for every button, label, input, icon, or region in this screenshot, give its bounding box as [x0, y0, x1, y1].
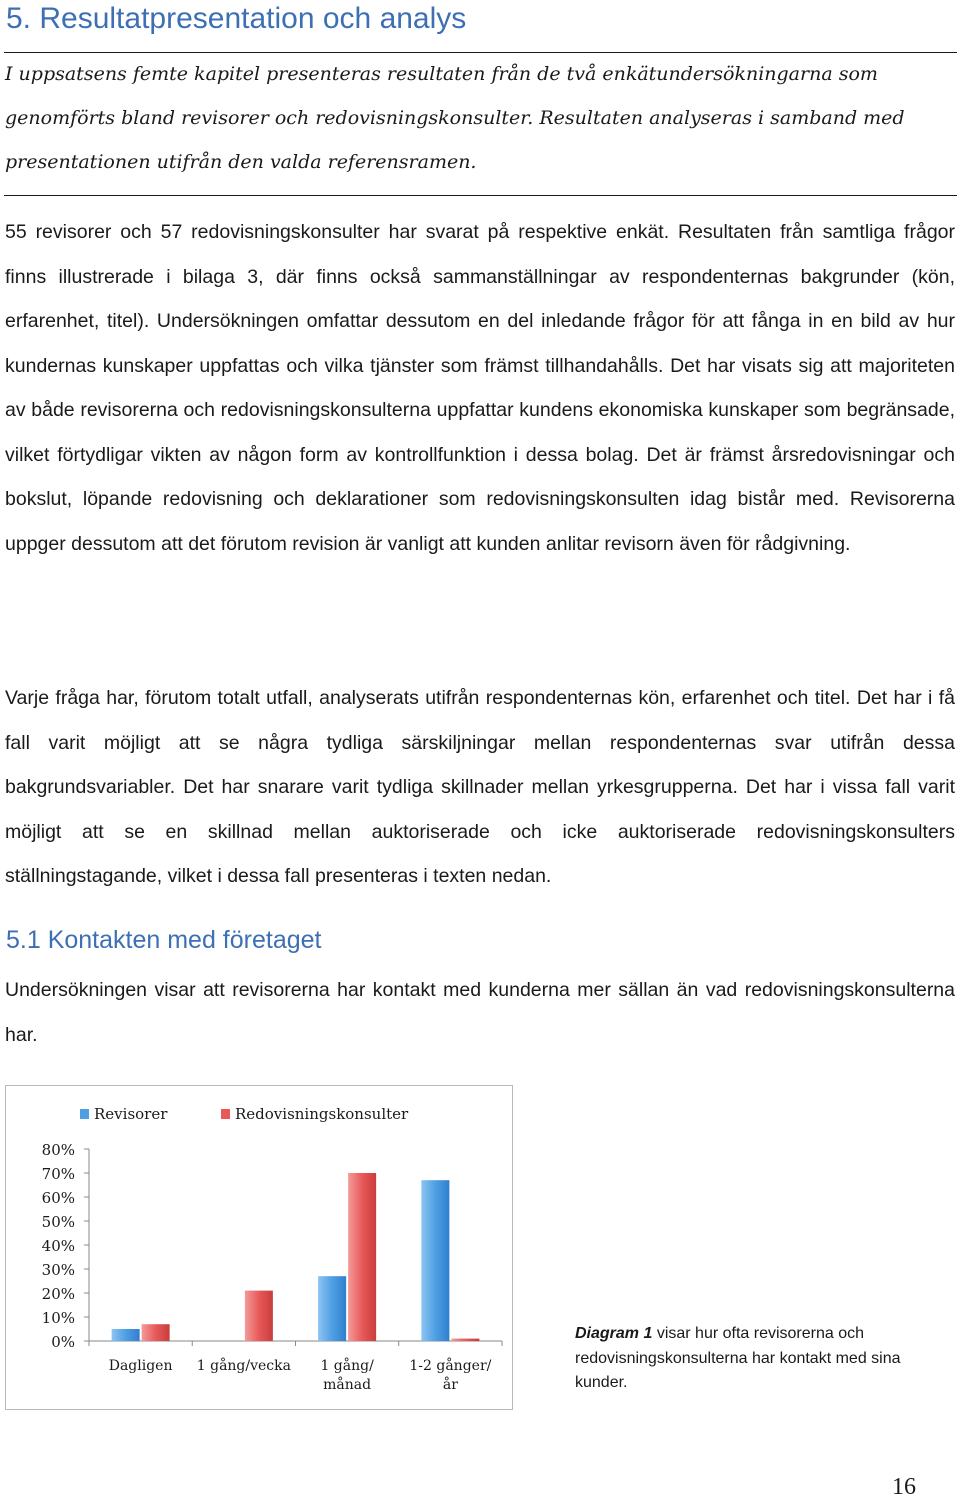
intro-rule [4, 195, 957, 196]
y-tick-label: 30% [41, 1261, 75, 1279]
x-tick-label: månad [323, 1377, 372, 1393]
y-tick-label: 0% [51, 1333, 75, 1351]
chapter-intro: I uppsatsens femte kapitel presenteras resultaten från de två enkätundersökningarna som genomförts bland revisorer och redovisningskonsulter. Resultaten analyseras i samband med presentationen utifrån den valda referensramen. [5, 63, 905, 173]
bar-redovisningskonsulter [348, 1173, 376, 1341]
y-tick-label: 60% [41, 1189, 75, 1207]
x-tick-label: 1 gång/ [320, 1358, 374, 1374]
bar-chart [6, 1086, 514, 1411]
x-tick-label: år [442, 1377, 458, 1393]
legend-swatch [80, 1109, 89, 1119]
legend-swatch [221, 1109, 230, 1119]
section-paragraph: Undersökningen visar att revisorerna har kontakt med kunderna mer sällan än vad redovisningskonsulterna har. [5, 979, 955, 1046]
x-tick-label: Dagligen [108, 1358, 173, 1374]
x-tick-label: 1-2 gånger/ [409, 1358, 492, 1374]
x-tick-label: 1 gång/vecka [196, 1358, 291, 1374]
y-tick-label: 40% [41, 1237, 75, 1255]
section-heading: 5.1 Kontakten med företaget [6, 926, 322, 954]
y-tick-label: 80% [41, 1141, 75, 1159]
bar-revisorer [112, 1329, 140, 1341]
bar-redovisningskonsulter [245, 1291, 273, 1341]
bar-revisorer [421, 1180, 449, 1341]
caption-label: Diagram 1 [575, 1325, 653, 1342]
bar-revisorer [318, 1276, 346, 1341]
bar-redovisningskonsulter [142, 1324, 170, 1341]
y-tick-label: 70% [41, 1165, 75, 1183]
paragraph-2: Varje fråga har, förutom totalt utfall, analyserats utifrån respondenternas kön, erfarenhet och titel. Det har i få fall varit möjligt att se några tydliga särskiljningar mellan respondenternas svar utifrån dessa bakgrundsvariabler. Det har snarare varit tydliga skillnader mellan yrkesgrupperna. Det har i vissa fall varit möjligt att se en skillnad mellan auktoriserade och icke auktoriserade redovisningskonsulters ställningstagande, vilket i dessa fall presenteras i texten nedan. [5, 687, 955, 887]
y-tick-label: 10% [41, 1309, 75, 1327]
caption-text: visar hur ofta revisorerna och redovisningskonsulterna har kontakt med sina kunder. [575, 1325, 901, 1391]
legend-label: Redovisningskonsulter [235, 1105, 409, 1123]
chart-frame [5, 1085, 513, 1410]
y-tick-label: 50% [41, 1213, 75, 1231]
page-number: 16 [892, 1474, 916, 1500]
bar-redovisningskonsulter [451, 1339, 479, 1341]
chart-caption [575, 1322, 955, 1396]
y-tick-label: 20% [41, 1285, 75, 1303]
legend-label: Revisorer [94, 1105, 168, 1123]
chapter-heading: 5. Resultatpresentation och analys [6, 2, 467, 35]
paragraph-1: 55 revisorer och 57 redovisningskonsulter har svarat på respektive enkät. Resultaten från samtliga frågor finns illustrerade i bilaga 3, där finns också sammanställningar av respondenternas bakgrunder (kön, erfarenhet, titel). Undersökningen omfattar dessutom en del inledande frågor för att fånga in en bild av hur kundernas kunskaper uppfattas och vilka tjänster som främst tillhandahålls. Det har visats sig att majoriteten av både revisorerna och redovisningskonsulterna uppfattar kundens ekonomiska kunskaper som begränsade, vilket förtydligar vikten av någon form av kontrollfunktion i dessa bolag. Det är främst årsredovisningar och bokslut, löpande redovisning och deklarationer som redovisningskonsulten idag bistår med. Revisorerna uppger dessutom att det förutom revision är vanligt att kunden anlitar revisorn även för rådgivning. [5, 221, 955, 555]
